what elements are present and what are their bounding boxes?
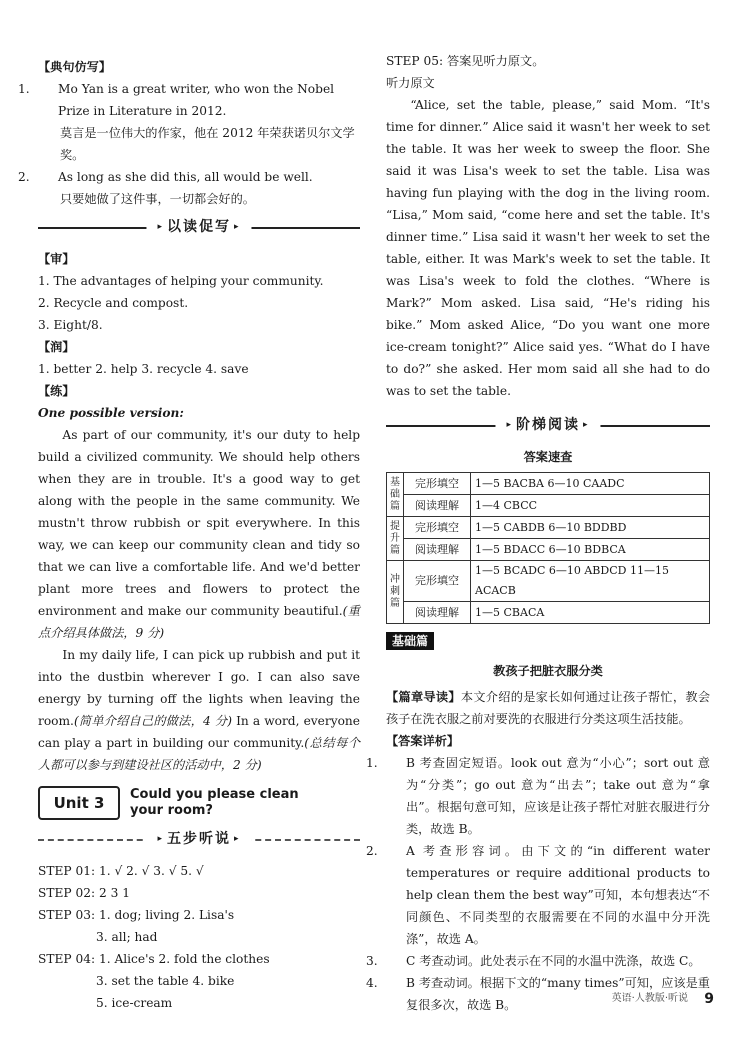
guide: 【篇章导读】本文介绍的是家长如何通过让孩子帮忙，教会孩子在洗衣服之前对要洗的衣服进行分类这项生活技能。 <box>386 690 711 726</box>
detail-item: 1. B 考查固定短语。look out 意为“小心”；sort out 意为“分类”；go out 意为“出去”；take out 意为“拿出”。根据句意可知，应该是让孩子帮忙对脏衣服进行分类，故选 B。 <box>366 756 710 836</box>
shen-item-1: 1. The advantages of helping your community. <box>38 274 324 288</box>
reading-title: ▸ 阶梯阅读 ▸ <box>495 414 600 436</box>
detail-item: 3. C 考查动词。此处表示在不同的水温中洗涤，故选 C。 <box>366 954 701 968</box>
example-item-1-zh: 莫言是一位伟大的作家，他在 2012 年荣获诺贝尔文学奖。 <box>60 126 355 162</box>
transcript: “Alice, set the table, please,” said Mom. “It's time for dinner.” Alice said it wasn't her week to set the table. It was her week to sweep the floor. She said it was Lisa's week to set the table. Lisa was having fun playing with the dog in the living room. “Lisa,” Mom said, “come here and set the table. It's dinner time.” Lisa said it wasn't her week to set the table, either. It was Mark's week to set the table. It was Lisa's week to fold the clothes. “Where is Mark?” Mom asked. Lisa said, “He's riding his bike.” Mom asked Alice, “Do you want one more ice-cream tonight?” Alice said yes. “What do I have to do?” she asked. Her mom said all she had to do was to set the table. <box>386 98 710 398</box>
table-row: 基础篇 完形填空 1—5 BACBA 6—10 CAADC <box>387 473 710 495</box>
group-cell: 提升篇 <box>387 517 404 561</box>
example-item-2-zh: 只要她做了这件事，一切都会好的。 <box>60 192 255 206</box>
footer-text: 英语·人教版·听说 <box>611 993 688 1004</box>
run-items: 1. better 2. help 3. recycle 4. save <box>38 362 249 376</box>
example-item-2: 2. As long as she did this, all would be well. <box>18 170 313 184</box>
step-03: STEP 03: 1. dog; living 2. Lisa's <box>38 908 235 922</box>
page-number: 9 <box>704 991 714 1007</box>
unit-title: Could you please clean your room? <box>130 787 299 818</box>
table-row: 阅读理解 1—5 CBACA <box>387 602 710 624</box>
step-04: STEP 04: 1. Alice's 2. fold the clothes <box>38 952 270 966</box>
shen-item-3: 3. Eight/8. <box>38 318 103 332</box>
group-cell: 冲刺篇 <box>387 561 404 624</box>
listening-title: ▸ 五步听说 ▸ <box>146 828 251 850</box>
detail-label: 【答案详析】 <box>386 734 460 748</box>
step-05: STEP 05: 答案见听力原文。 <box>386 54 545 68</box>
step-04-cont-2: 5. ice-cream <box>96 996 173 1010</box>
step-01: STEP 01: 1. √ 2. √ 3. √ 5. √ <box>38 864 204 878</box>
table-row: 阅读理解 1—4 CBCC <box>387 495 710 517</box>
reading-header <box>386 414 710 438</box>
article-title: 教孩子把脏衣服分类 <box>493 664 603 678</box>
shen-item-2: 2. Recycle and compost. <box>38 296 189 310</box>
listening-header <box>38 828 360 852</box>
detail-item: 4. B 考查动词。根据下文的“many times”可知，应该是重复很多次，故选 B。 <box>366 976 710 1012</box>
group-cell: 基础篇 <box>387 473 404 517</box>
shen-label: 【审】 <box>38 252 75 266</box>
essay-paragraph-1: As part of our community, it's our duty to help build a civilized community. We should help others when they are in trouble. It's a good way to get along with the people in the same community. We mustn't throw rubbish or spit everywhere. In this way, we can keep our community clean and tidy so that we can live a comfortable life. And we'd better plant more trees and flowers to protect the environment and make our community beautiful.(重点介绍具体做法，9 分) <box>38 428 360 640</box>
right-column <box>366 50 711 1016</box>
example-item-1: 1. Mo Yan is a great writer, who won the Nobel Prize in Literature in 2012. <box>18 82 335 118</box>
step-02: STEP 02: 2 3 1 <box>38 886 130 900</box>
version-label: One possible version: <box>38 406 184 420</box>
answers-title: 答案速查 <box>523 450 573 464</box>
transcript-label: 听力原文 <box>386 76 435 90</box>
unit-badge: Unit 3 <box>38 786 120 820</box>
run-label: 【润】 <box>38 340 75 354</box>
detail-item: 2. A 考查形容词。由下文的“in different water temperatures or require additional products to help clean them the best way”可知，本句想表达“不同颜色、不同类型的衣服需要在不同的水温中分开洗涤”，故选 A。 <box>366 844 710 946</box>
read-write-header <box>38 216 360 240</box>
left-column <box>18 56 361 1014</box>
example-label: 【典句仿写】 <box>38 60 112 74</box>
read-write-title: ▸ 以读促写 ▸ <box>146 216 251 238</box>
table-row: 冲刺篇 完形填空 1—5 BCADC 6—10 ABDCD 11—15 ACACB <box>387 561 710 602</box>
table-row: 阅读理解 1—5 BDACC 6—10 BDBCA <box>387 539 710 561</box>
step-03-cont: 3. all; had <box>96 930 158 944</box>
table-row: 提升篇 完形填空 1—5 CABDB 6—10 BDDBD <box>387 517 710 539</box>
essay-paragraph-2: In my daily life, I can pick up rubbish and put it into the dustbin wherever I go. I can also save energy by turning off the lights when leaving the room.(简单介绍自己的做法，4 分) In a word, everyone can play a part in building our community.(总结每个人都可以参与到建设社区的活动中，2 分) <box>38 648 361 772</box>
basic-tag: 基础篇 <box>386 632 434 650</box>
lian-label: 【练】 <box>38 384 75 398</box>
unit-header <box>38 786 360 820</box>
answer-table <box>386 472 710 624</box>
step-04-cont-1: 3. set the table 4. bike <box>96 974 235 988</box>
